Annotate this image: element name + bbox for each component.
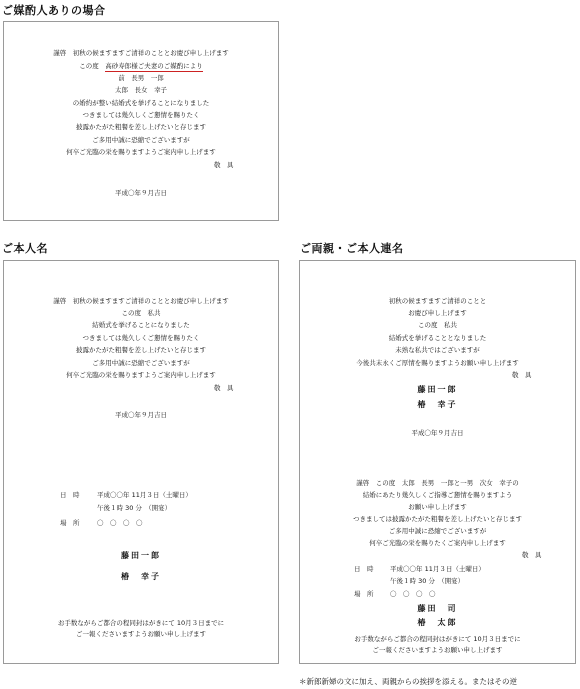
date-value: 平成〇〇年 11月３日（土曜日）	[97, 491, 192, 499]
card-line: 披露かたがた粗餐を差し上げたいと存じます	[76, 123, 206, 131]
card-line: 謹啓 初秋の候ますますご清祥のこととお慶び申し上げます	[53, 297, 229, 305]
card-line: 結婚式を挙げることになりました	[92, 321, 190, 329]
card-line-text: この度	[79, 62, 99, 70]
card-date: 平成〇年９月吉日	[115, 411, 167, 419]
keigu: 敬 具	[522, 551, 542, 559]
card-line: ご多用中誠に恐縮でございますが	[388, 527, 487, 535]
time-value: 午後１時 30 分 （開宴）	[390, 577, 465, 585]
place-value: 〇 〇 〇 〇	[390, 590, 436, 598]
nakodo-name: 高砂寿郎様ご夫妻のご媒酌により	[105, 62, 203, 70]
date-value: 平成〇〇年 11月３日（土曜日）	[390, 565, 485, 573]
invitation-card-nakodo	[3, 21, 279, 221]
invitation-card-ryoshin	[299, 260, 576, 664]
card-line: 前 長男 一郎	[118, 74, 164, 82]
card-line: この度 私共	[418, 321, 457, 329]
keigu: 敬 具	[214, 161, 234, 169]
card-line: 結婚にあたり幾久しくご指導ご懇情を賜りますよう	[362, 491, 513, 499]
father-name: 藤田 司	[417, 604, 458, 613]
rsvp-note: お手数ながらご都合の程同封はがきにて 10月３日までに	[354, 635, 521, 643]
place-label: 場 所	[354, 590, 374, 598]
groom-name: 藤田一郎	[121, 551, 161, 560]
father-name: 椿 太郎	[417, 618, 458, 627]
rsvp-note: ご一報くださいますようお願い申し上げます	[76, 630, 206, 638]
invitation-card-honnin	[3, 260, 279, 664]
card-line: ご多用中誠に恐縮でございますが	[92, 359, 190, 367]
time-value: 午後１時 30 分 （開宴）	[97, 504, 172, 512]
footnote: ＊新郎新婦の文に加え、両親からの挨拶を添える。またはその逆	[299, 677, 517, 686]
card-line: 謹啓 この度 太郎 長男 一郎と一男 次女 幸子の	[356, 479, 519, 487]
card-line: 太郎 長女 幸子	[115, 86, 167, 94]
card-line: 何卒ご光臨の栄を賜りたくご案内申し上げます	[369, 539, 506, 547]
card-date: 平成〇年９月吉日	[115, 189, 167, 197]
card-line: 未熟な私共ではございますが	[395, 346, 480, 354]
card-date: 平成〇年９月吉日	[411, 429, 464, 437]
card-line: 結婚式を挙げることとなりました	[388, 334, 487, 342]
bride-name: 椿 幸子	[121, 572, 161, 581]
card-line: お慶び申し上げます	[408, 309, 467, 317]
rsvp-note: ご一報くださいますようお願い申し上げます	[372, 646, 503, 654]
rsvp-note: お手数ながらご都合の程同封はがきにて 10月３日までに	[57, 619, 225, 627]
keigu: 敬 具	[512, 371, 532, 379]
card-line: 何卒ご光臨の栄を賜りますようご案内申し上げます	[66, 371, 216, 379]
card-line: 初秋の候ますますご清祥のことと	[388, 297, 487, 305]
card-line	[4, 62, 278, 72]
date-label: 日 時	[354, 565, 374, 573]
section-title-nakodo: ご媒酌人ありの場合	[2, 4, 106, 17]
card-line: お願い申し上げます	[408, 503, 467, 511]
section-title-honnin: ご本人名	[2, 242, 48, 255]
card-line: つきましては幾久しくご懇情を賜りたく	[82, 334, 200, 342]
card-line: この度 私共	[121, 309, 161, 317]
card-line: 何卒ご光臨の栄を賜りますようご案内申し上げます	[66, 148, 216, 156]
card-line: の婚約が整い結婚式を挙げることになりました	[72, 99, 210, 107]
card-line: つきましては幾久しくご懇情を賜りたく	[82, 111, 200, 119]
place-label: 場 所	[60, 519, 80, 527]
card-line: 今後共末永くご厚情を賜りますようお願い申し上げます	[356, 359, 519, 367]
card-line: 謹啓 初秋の候ますますご清祥のこととお慶び申し上げます	[53, 49, 229, 57]
groom-name: 藤田一郎	[417, 385, 458, 394]
card-line: 披露かたがた粗餐を差し上げたいと存じます	[76, 346, 206, 354]
date-label: 日 時	[60, 491, 80, 499]
card-line: つきましては披露かたがた粗餐を差し上げたいと存じます	[353, 515, 522, 523]
bride-name: 椿 幸子	[417, 400, 458, 409]
section-title-ryoshin: ご両親・ご本人連名	[300, 242, 404, 255]
keigu: 敬 具	[214, 384, 234, 392]
card-line: ご多用中誠に恐縮でございますが	[92, 136, 190, 144]
place-value: 〇 〇 〇 〇	[97, 519, 143, 527]
